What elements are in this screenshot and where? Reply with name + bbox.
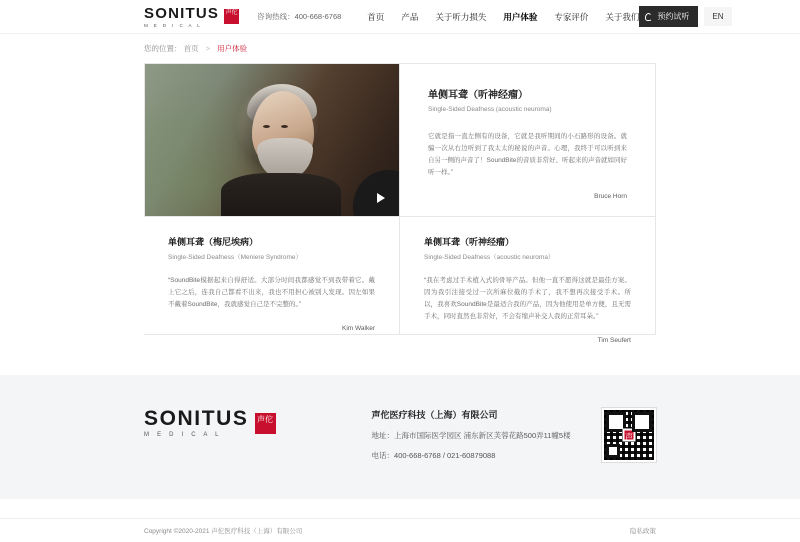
testimonial-quote: “SoundBite模据起来自得舒适。大部分时间我都感觉不到我带着它。戴上它之后，连我自己都看不出来，我也不用担心被别人发现。因左如果不戴着SoundBite，我就感觉自己是不完整的。” <box>168 277 375 309</box>
footer-logo-badge: 声佗 <box>255 413 276 434</box>
testimonial-subtitle: Single-Sided Deafness (acoustic neuroma) <box>428 106 552 113</box>
logo-wordmark: SONITUS <box>144 4 220 22</box>
nav-item-user-experience[interactable]: 用户体验 <box>503 11 538 22</box>
testimonial-title: 单侧耳聋（听神经瘤） <box>428 90 528 101</box>
play-triangle <box>377 193 385 203</box>
language-switch-button[interactable]: EN <box>704 7 731 26</box>
portrait-eye-right <box>281 125 288 128</box>
breadcrumb-separator: > <box>205 44 211 53</box>
portrait-eye-left <box>263 125 270 128</box>
main-content <box>0 63 800 345</box>
book-trial-button[interactable] <box>639 6 698 27</box>
breadcrumb-current: 用户体验 <box>217 44 248 53</box>
testimonial-author: Bruce Horn <box>594 193 627 201</box>
portrait-shirt <box>221 173 341 216</box>
nav-item-about-us[interactable]: 关于我们 <box>605 11 640 22</box>
testimonial-video-card[interactable] <box>144 63 400 217</box>
testimonial-title: 单侧耳聋（听神经瘤） <box>424 237 515 247</box>
breadcrumb <box>0 34 800 63</box>
qr-finder-bottom-left <box>606 444 620 458</box>
book-trial-label: 预约试听 <box>657 12 690 21</box>
logo-badge: 声佗 <box>224 9 239 24</box>
nav-item-home[interactable]: 首页 <box>367 11 385 22</box>
footer-phone: 电话：400-668-6768 / 021-60879088 <box>371 451 496 460</box>
nav-item-hearing-loss[interactable]: 关于听力损失 <box>435 11 487 22</box>
nav-item-products[interactable]: 产品 <box>401 11 419 22</box>
breadcrumb-prefix: 您的位置： <box>144 44 182 53</box>
logo-text-block <box>144 6 219 28</box>
testimonial-quote: “我在考虑过手术植入式的骨导产品。但他一直不愿得这就是最佳方案。因为我引注接受过一次所麻位截的手术了，我不想再次接受手术。所以，我喜欢SoundBite是最适合我的产品，因为他使用是单方便，且无需手术，同时直然也非常好，不会有缩声补交人我的正常耳朵。” <box>424 277 631 321</box>
testimonial-card-3 <box>400 217 656 345</box>
footer-logo[interactable] <box>144 408 276 438</box>
testimonial-card-2 <box>144 217 400 335</box>
footer-logo-wordmark: SONITUS <box>144 407 249 430</box>
testimonial-title: 单侧耳聋（梅尼埃病） <box>168 237 259 247</box>
hotline-text: 咨询热线：400-668-6768 <box>257 12 342 21</box>
site-logo[interactable] <box>144 6 239 28</box>
logo-subtitle: M E D I C A L <box>144 22 203 28</box>
testimonial-quote: 它就是指一直左侧有的设备，它就是我听期间的小石路形的设备。就骗一次从右边听到了我太太的秘说的声音。心理，我终于可以听到来自另一侧的声音了！SoundBite的音质非常好、听起来的声音就如同好听一样。” <box>428 133 627 177</box>
footer-content <box>0 375 800 462</box>
copyright-text: Copyright ©2020-2021 声佗医疗科技（上海）有限公司 <box>144 528 303 535</box>
nav-item-expert-reviews[interactable]: 专家评价 <box>554 11 589 22</box>
main-nav <box>367 11 639 23</box>
footer-address: 地址：上海市国际医学园区 浦东新区芙蓉花路500弄11幢5楼 <box>371 431 571 440</box>
qr-code-icon <box>602 408 656 462</box>
breadcrumb-home[interactable]: 首页 <box>183 44 199 53</box>
site-footer <box>0 375 800 499</box>
testimonial-author: Tim Seufert <box>597 337 631 345</box>
qr-center-logo: 声 <box>623 429 636 442</box>
testimonial-subtitle: Single-Sided Deafness（Meniere Syndrome） <box>168 254 303 261</box>
footer-company-name: 声佗医疗科技（上海）有限公司 <box>371 410 498 420</box>
header-actions <box>639 6 800 27</box>
footer-logo-subtitle: M E D I C A L <box>144 432 222 438</box>
testimonial-author: Kim Walker <box>342 325 375 333</box>
privacy-policy-link[interactable]: 隐私政策 <box>630 528 656 535</box>
ear-icon <box>645 13 652 21</box>
testimonial-card-1 <box>400 63 656 217</box>
footer-logo-text-block <box>144 408 249 438</box>
testimonial-grid <box>144 63 656 345</box>
footer-info <box>372 408 571 461</box>
copyright-bar <box>0 518 800 542</box>
site-header <box>0 0 800 34</box>
testimonial-subtitle: Single-Sided Deafness（acoustic neuroma） <box>424 254 555 261</box>
